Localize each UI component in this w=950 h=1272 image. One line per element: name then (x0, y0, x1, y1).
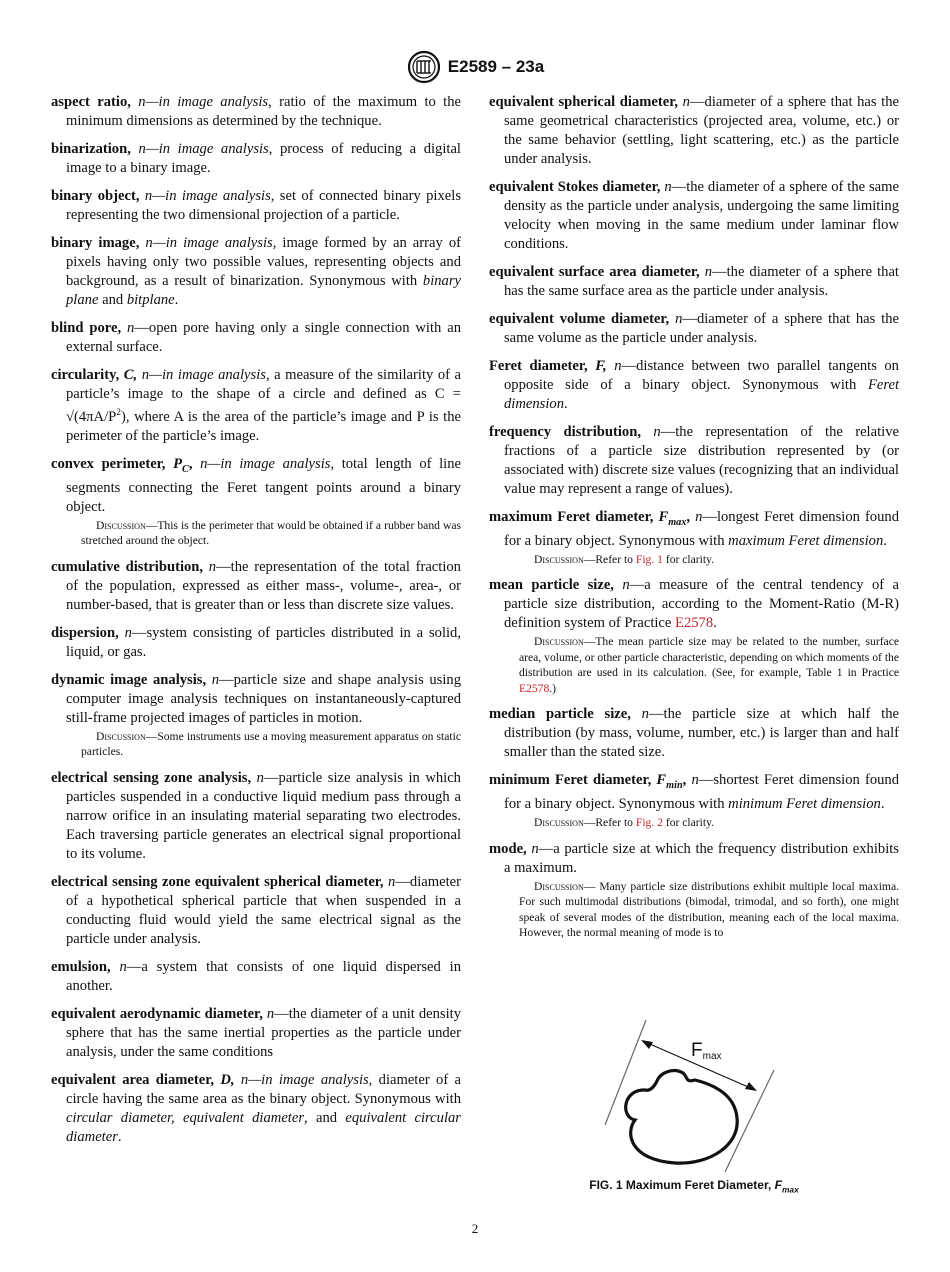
entry-cumulative-distribution: cumulative distribution, n—the representation of the total fraction of the population, expressed as either mass-, volume-, area-, or number-based, that is greater than or less than discrete size values. (51, 558, 461, 613)
e2578-link[interactable]: E2578 (675, 615, 714, 632)
entry-binary-object: binary object, n—in image analysis, set of connected binary pixels representing the two dimensional projection of a particle. (51, 188, 461, 223)
entry-convex-perimeter: convex perimeter, $P_C$, n—in image analysis, total length of line segments connecting the Feret tangent points around a binary object. Discussion—This is the perimeter that would be obtained if a rubber band was stretched around the object. (51, 455, 461, 548)
entry-emulsion: emulsion, n—a system that consists of one liquid dispersed in another. (51, 958, 462, 994)
left-column (51, 93, 461, 1156)
entry-frequency-distribution: frequency distribution, n—the representation of the relative fractions of a particle size distribution represented by (or associated with) discrete size values (recognizing that an individual value may represent a range of values). (489, 424, 899, 497)
entry-binary-image: binary image, n—in image analysis, image formed by an array of pixels having only two possible values, representing objects and background, as a result of binarization. Synonymous with binary plane and bitplane. (51, 235, 461, 308)
discussion-note: Discussion—The mean particle size may be related to the number, surface area, volume, or other particle characteristic, depending on which moments of the distribution are used in its calculation. (See, for example, Table 1 in Practice E2578.) (519, 635, 899, 695)
entry-binarization: binarization, n—in image analysis, process of reducing a digital image to a binary image. (51, 141, 461, 176)
figure-caption: FIG. 1 Maximum Feret Diameter, $F_{max}$ (589, 1178, 799, 1195)
entry-median-particle-size: median particle size, n—the particle size at which half the distribution (by mass, volume, number, etc.) is larger than and half smaller than the stated size. (489, 706, 899, 761)
entry-maximum-feret: maximum Feret diameter, $F_{max}$, n—longest Feret dimension found for a binary object. Synonymous with maximum Feret dimension. Discussion—Refer to Fig. 1 for clarity. (489, 509, 899, 566)
discussion-note: Discussion—Refer to Fig. 2 for clarity. (534, 816, 715, 830)
page-number: 2 (471, 1221, 479, 1236)
entry-spherical-diameter: equivalent spherical diameter, n—diameter of a sphere that has the same geometrical characteristics (projected area, volume, etc.) or the same behavior (settling, light scattering, etc.) as the particle under analysis. (489, 94, 899, 167)
entry-area-diameter: equivalent area diameter, D, n—in image analysis, diameter of a circle having the same area as the binary object. Synonymous with circular diameter, equivalent diameter, and equivalent circular diameter. (51, 1071, 461, 1145)
discussion-note: Discussion— Many particle size distributions exhibit multiple local maxima. For such multimodal distributions (bimodal, trimodal, and so forth), one might speak of several modes of the distribution, meaning each of the local maxima. However, the normal meaning of mode is to (519, 879, 899, 940)
entry-feret-diameter: Feret diameter, F, n—distance between two parallel tangents on opposite side of a binary object. Synonymous with Feret dimension. (489, 358, 899, 412)
particle-outline (626, 1071, 738, 1164)
entry-volume-diameter: equivalent volume diameter, n—diameter of a sphere that has the same volume as the particle under analysis. (489, 311, 899, 346)
entry-stokes-diameter: equivalent Stokes diameter, n—the diameter of a sphere of the same density as the particle under analysis, undergoing the same limiting velocity when moving in the same medium under laminar flow conditions. (489, 179, 899, 252)
feret-diameter-figure (585, 1015, 815, 1180)
e2578-link[interactable]: E2578 (519, 681, 550, 695)
document-number: E2589 – 23a (447, 57, 545, 76)
astm-logo-icon (406, 50, 442, 84)
entry-dynamic-image-analysis: dynamic image analysis, n—particle size and shape analysis using computer image analysis techniques on instantaneously-captured still-frame projected images of particles in motion. Discussion—Some instruments use a moving measurement apparatus on static particles. (51, 671, 462, 759)
entry-dispersion: dispersion, n—system consisting of particles distributed in a solid, liquid, or gas. (51, 624, 461, 660)
page-header (0, 50, 950, 84)
fig1-link[interactable]: Fig. 1 (635, 552, 663, 566)
entry-circularity: circularity, C, n—in image analysis, a measure of the similarity of a particle’s image to the shape of a circle and defined as $C = √(4\pi A/P^2)$, where A is the area of the particle’s image and P is the perimeter of the particle’s image. (51, 367, 462, 444)
fig2-link[interactable]: Fig. 2 (635, 816, 663, 830)
discussion-note: Discussion—This is the perimeter that would be obtained if a rubber band was stretched around the object. (81, 518, 461, 548)
entry-mean-particle-size: mean particle size, n—a measure of the central tendency of a particle size distribution, according to the Moment-Ratio (M-R) definition system of Practice E2578. Discussion—The mean particle size may be related to the number, surface area, volume, or other particle characteristic, depending on which moments of the distribution are used in its calculation. (See, for example, Table 1 in Practice E2578.) (489, 577, 899, 695)
discussion-note: Discussion—Refer to Fig. 1 for clarity. (534, 552, 715, 566)
discussion-note: Discussion—Some instruments use a moving measurement apparatus on static particles. (81, 729, 461, 759)
right-column (489, 93, 899, 950)
entry-aerodynamic-diameter: equivalent aerodynamic diameter, n—the diameter of a unit density sphere that has the same inertial properties as the particle under analysis, under the same conditions (51, 1005, 461, 1060)
fmax-label: Fmax (691, 1040, 722, 1062)
arrowhead-right-icon (745, 1082, 757, 1091)
entry-surface-area-diameter: equivalent surface area diameter, n—the diameter of a sphere that has the same surface area as the particle under analysis. (489, 264, 899, 299)
entry-mode: mode, n—a particle size at which the frequency distribution exhibits a maximum. Discussion— Many particle size distributions exhibit multiple local maxima. For such multimodal distributions (bimodal, trimodal, and so forth), one might speak of several modes of the distribution, meaning each of the local maxima. However, the normal meaning of mode is to (489, 840, 899, 940)
entry-esz-analysis: electrical sensing zone analysis, n—particle size analysis in which particles suspended in a conductive liquid medium pass through a narrow orifice in an insulating material separating two electrodes. Each traversing particle generates an electrical signal proportional to its volume. (51, 769, 461, 862)
arrowhead-left-icon (641, 1040, 653, 1049)
entry-esz-diameter: electrical sensing zone equivalent spherical diameter, n—diameter of a hypothetical spherical particle that when suspended in a conducting fluid would yield the same electrical signal as the particle under analysis. (51, 873, 461, 947)
entry-blind-pore: blind pore, n—open pore having only a single connection with an external surface. (51, 320, 461, 355)
entry-minimum-feret: minimum Feret diameter, $F_{min}$, n—shortest Feret dimension found for a binary object. Synonymous with minimum Feret dimension. Discussion—Refer to Fig. 2 for clarity. (489, 772, 900, 830)
entry-aspect-ratio: aspect ratio, n—in image analysis, ratio of the maximum to the minimum dimensions as determined by the technique. (51, 94, 461, 129)
